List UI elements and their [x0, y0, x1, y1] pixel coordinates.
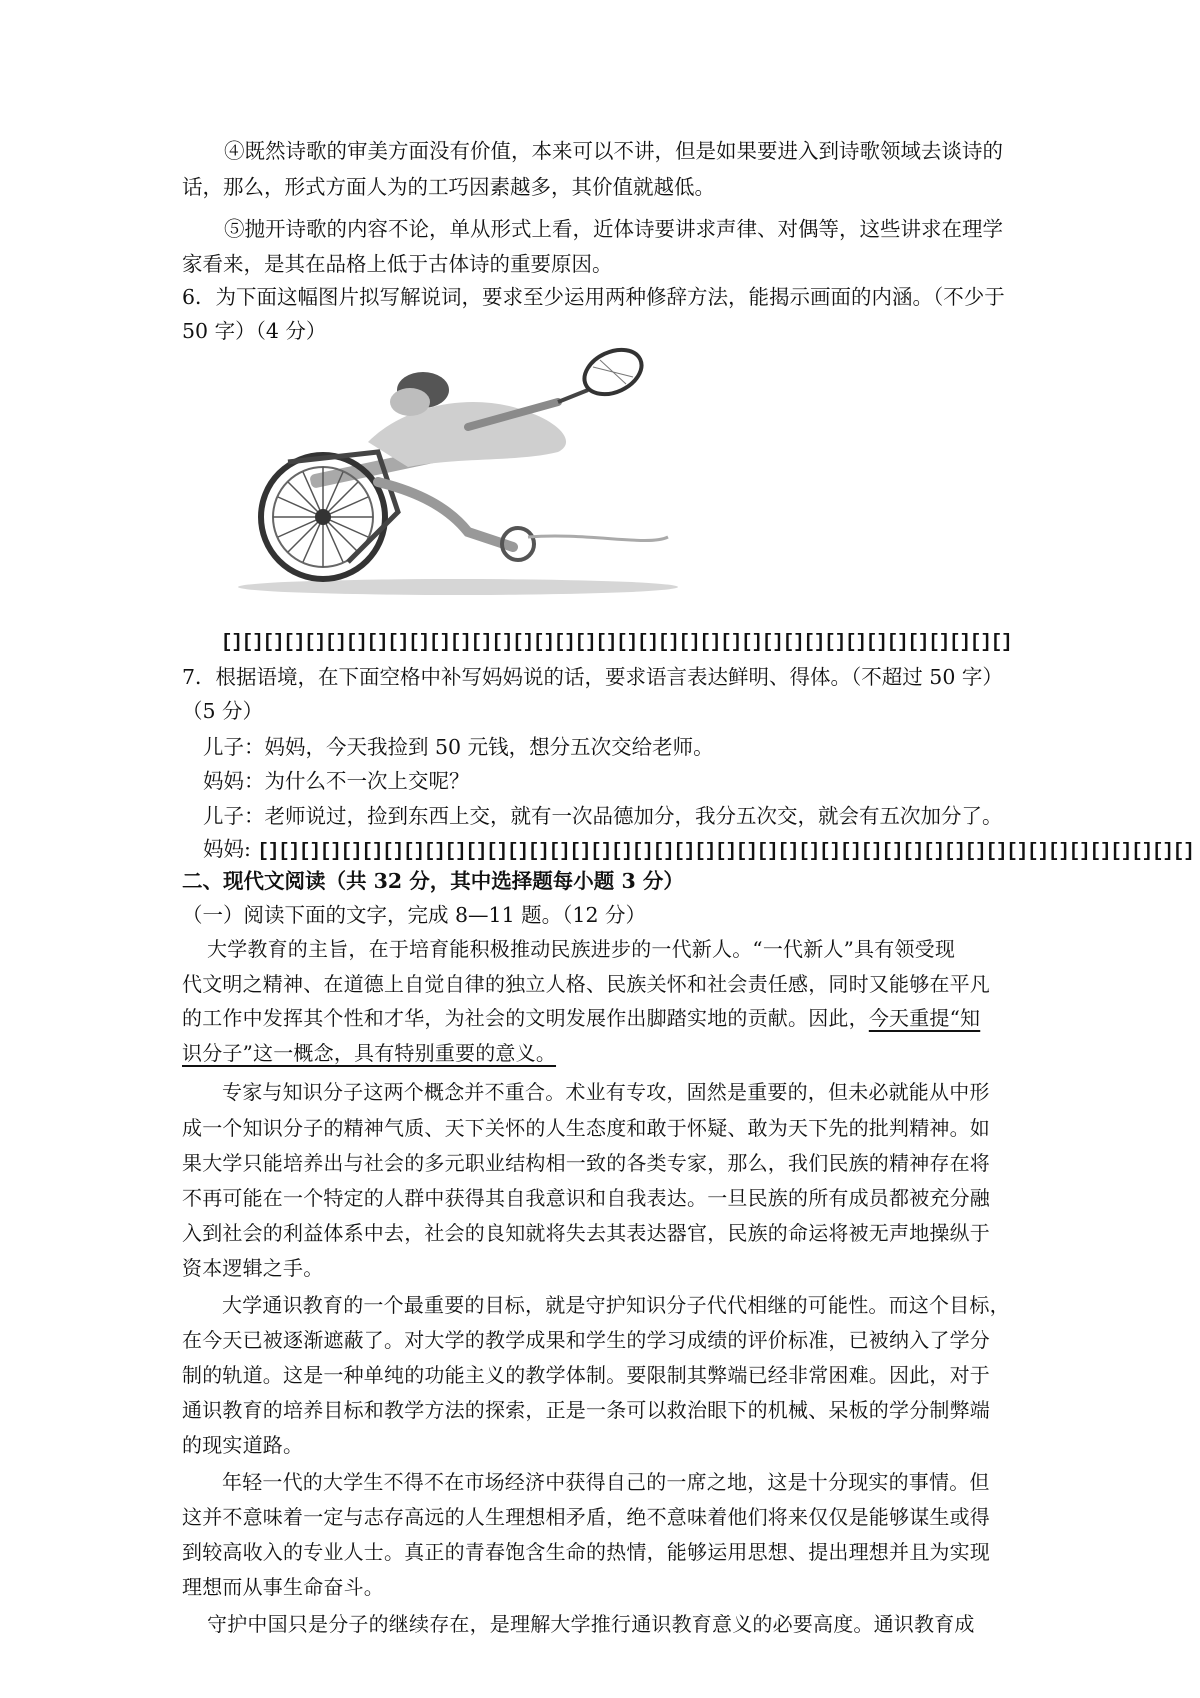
passage-p3-l5: 的现实道路。 — [182, 1433, 304, 1457]
passage-p4-l4: 理想而从事生命奋斗。 — [182, 1575, 384, 1599]
item5-line2: 家看来，是其在品格上低于古体诗的重要原因。 — [182, 252, 613, 276]
wheelchair-tennis-icon — [228, 332, 690, 608]
question-7-line2: （5 分） — [182, 699, 264, 723]
passage-p4-l2: 这并不意味着一定与志存高远的人生理想相矛盾，绝不意味着他们将来仅仅是能够谋生或得 — [182, 1505, 990, 1529]
passage-p3-l3: 制的轨道。这是一种单纯的功能主义的教学体制。要限制其弊端已经非常困难。因此，对于 — [182, 1363, 990, 1387]
passage-p2-l3: 果大学只能培养出与社会的多元职业结构相一致的各类专家，那么，我们民族的精神存在将 — [182, 1151, 990, 1175]
passage-p5-l1: 守护中国只是分子的继续存在，是理解大学推行通识教育意义的必要高度。通识教育成 — [207, 1612, 975, 1636]
passage-p1-l3-plain: 的工作中发挥其个性和才华，为社会的文明发展作出脚踏实地的贡献。因此， — [182, 1006, 869, 1030]
question-7-line1: 7．根据语境，在下面空格中补写妈妈说的话，要求语言表达鲜明、得体。（不超过 50 字） — [182, 665, 1003, 689]
passage-p2-l4: 不再可能在一个特定的人群中获得其自我意识和自我表达。一旦民族的所有成员都被充分融 — [182, 1186, 990, 1210]
passage-p3-l1: 大学通识教育的一个最重要的目标，就是守护知识分子代代相继的可能性。而这个目标， — [222, 1293, 1010, 1317]
mom-answer-row — [203, 832, 1194, 868]
underlined-sentence-start: 今天重提“知 — [868, 1006, 981, 1030]
question-6-answer-blanks[interactable]: [][][][][][][][][][][][][][][][][][][][][][][][][][][][][][][][][][][][][][] — [221, 631, 1012, 653]
wheelchair-tennis-photo — [228, 332, 690, 608]
underlined-sentence-end: 识分子”这一概念，具有特别重要的意义。 — [182, 1041, 557, 1065]
item5-line1: ⑤抛开诗歌的内容不论，单从形式上看，近体诗要讲求声律、对偶等，这些讲求在理学 — [224, 217, 1003, 241]
passage-p3-l4: 通识教育的培养目标和教学方法的探索，正是一条可以救治眼下的机械、呆板的学分制弊端 — [182, 1398, 990, 1422]
dialog-mom-1: 妈妈：为什么不一次上交呢？ — [203, 769, 470, 793]
question-6-line2: 50 字）（4 分） — [182, 319, 327, 343]
passage-p1-l1: 大学教育的主旨，在于培育能积极推动民族进步的一代新人。“一代新人”具有领受现 — [207, 937, 956, 961]
passage-p4-l1: 年轻一代的大学生不得不在市场经济中获得自己的一席之地，这是十分现实的事情。但 — [222, 1470, 990, 1494]
passage-p1-l2: 代文明之精神、在道德上自觉自律的独立人格、民族关怀和社会责任感，同时又能够在平凡 — [182, 972, 990, 996]
item4-line2: 话，那么，形式方面人为的工巧因素越多，其价值就越低。 — [182, 175, 715, 199]
dialog-son-2: 儿子：老师说过，捡到东西上交，就有一次品德加分，我分五次交，就会有五次加分了。 — [203, 804, 1003, 828]
passage-p2-l2: 成一个知识分子的精神气质、天下关怀的人生态度和敢于怀疑、敢为天下先的批判精神。如 — [182, 1116, 990, 1140]
passage-p4-l3: 到较高收入的专业人士。真正的青春饱含生命的热情，能够运用思想、提出理想并且为实现 — [182, 1540, 990, 1564]
item4-line1: ④既然诗歌的审美方面没有价值，本来可以不讲，但是如果要进入到诗歌领域去谈诗的 — [224, 139, 1003, 163]
dialog-son-1: 儿子：妈妈，今天我捡到 50 元钱，想分五次交给老师。 — [203, 735, 714, 759]
part2-subheading: （一）阅读下面的文字，完成 8—11 题。（12 分） — [182, 903, 647, 927]
mom-label: 妈妈: — [203, 837, 258, 861]
passage-p2-l6: 资本逻辑之手。 — [182, 1256, 324, 1280]
question-6-line1: 6．为下面这幅图片拟写解说词，要求至少运用两种修辞方法，能揭示画面的内涵。（不少于 — [182, 285, 1005, 309]
question-7-answer-blanks[interactable]: [][][][][][][][][][][][][][][][][][][][][][][][][][][][][][][][][][][][][][][][][][][][][] — [257, 840, 1194, 862]
passage-p2-l5: 入到社会的利益体系中去，社会的良知就将失去其表达器官，民族的命运将被无声地操纵于 — [182, 1221, 990, 1245]
passage-p3-l2: 在今天已被逐渐遮蔽了。对大学的教学成果和学生的学习成绩的评价标准，已被纳入了学分 — [182, 1328, 990, 1352]
part2-heading: 二、现代文阅读（共 32 分，其中选择题每小题 3 分） — [182, 869, 684, 893]
passage-p2-l1: 专家与知识分子这两个概念并不重合。术业有专攻，固然是重要的，但未必就能从中形 — [222, 1080, 990, 1104]
passage-p1-l3 — [182, 1001, 980, 1035]
